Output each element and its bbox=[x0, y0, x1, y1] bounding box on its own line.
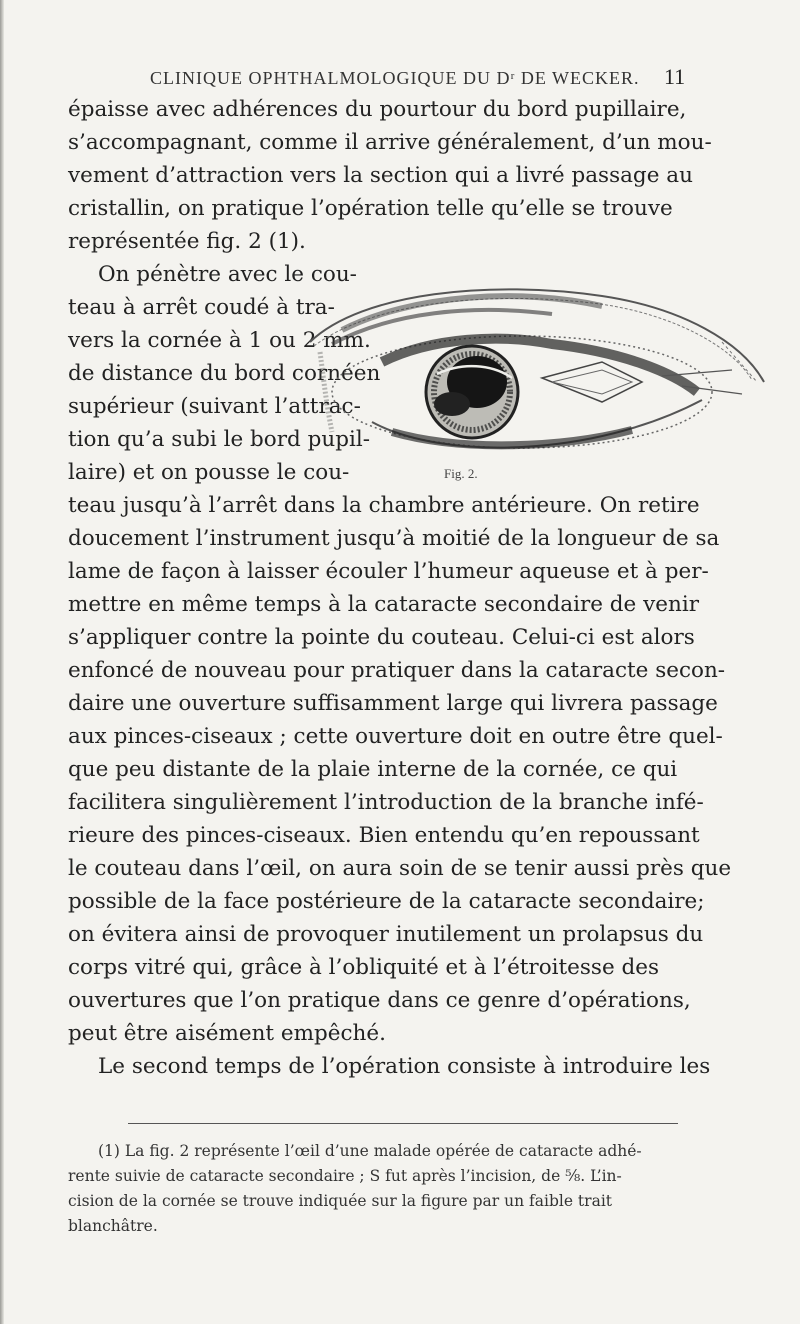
footnote-rule bbox=[128, 1123, 678, 1124]
body-line: cristallin, on pratique l’opération telle qu’elle se trouve bbox=[68, 196, 673, 221]
body-line: de distance du bord cornéen bbox=[68, 361, 381, 386]
body-line: possible de la face postérieure de la cataracte secondaire; bbox=[68, 889, 705, 914]
body-line: tion qu’a subi le bord pupil- bbox=[68, 427, 370, 452]
body-line: teau à arrêt coudé à tra- bbox=[68, 295, 335, 320]
body-line: lame de façon à laisser écouler l’humeur aqueuse et à per- bbox=[68, 559, 709, 584]
body-line: laire) et on pousse le cou- bbox=[68, 460, 350, 485]
body-line: vement d’attraction vers la section qui a livré passage au bbox=[68, 163, 693, 188]
body-line: doucement l’instrument jusqu’à moitié de la longueur de sa bbox=[68, 526, 720, 551]
footnote-line: rente suivie de cataracte secondaire ; S fut après l’incision, de ⅝. L’in- bbox=[68, 1167, 622, 1185]
body-line: ouvertures que l’on pratique dans ce genre d’opérations, bbox=[68, 988, 691, 1013]
page-binding-edge bbox=[0, 0, 4, 1324]
body-line: rieure des pinces-ciseaux. Bien entendu qu’en repoussant bbox=[68, 823, 700, 848]
body-line: mettre en même temps à la cataracte secondaire de venir bbox=[68, 592, 699, 617]
body-line: corps vitré qui, grâce à l’obliquité et à l’étroitesse des bbox=[68, 955, 660, 980]
page-number: 11 bbox=[664, 64, 686, 89]
body-line: aux pinces-ciseaux ; cette ouverture doit en outre être quel- bbox=[68, 724, 723, 749]
body-line: facilitera singulièrement l’introduction de la branche infé- bbox=[68, 790, 704, 815]
body-line: s’accompagnant, comme il arrive généralement, d’un mou- bbox=[68, 130, 712, 155]
figure-caption: Fig. 2. bbox=[444, 466, 478, 481]
body-line: que peu distante de la plaie interne de la cornée, ce qui bbox=[68, 757, 678, 782]
body-line: On pénètre avec le cou- bbox=[98, 262, 357, 287]
footnote-line: (1) La fig. 2 représente l’œil d’une malade opérée de cataracte adhé- bbox=[98, 1142, 642, 1160]
body-line: on évitera ainsi de provoquer inutilement un prolapsus du bbox=[68, 922, 704, 947]
body-line: s’appliquer contre la pointe du couteau. Celui-ci est alors bbox=[68, 625, 695, 650]
running-header: CLINIQUE OPHTHALMOLOGIQUE DU Dʳ DE WECKER. bbox=[150, 68, 640, 88]
eye-figure-illustration bbox=[302, 282, 772, 462]
body-line: enfoncé de nouveau pour pratiquer dans la cataracte secon- bbox=[68, 658, 726, 683]
body-line: le couteau dans l’œil, on aura soin de se tenir aussi près que bbox=[68, 856, 732, 881]
body-line: Le second temps de l’opération consiste à introduire les bbox=[98, 1054, 711, 1079]
body-line: teau jusqu’à l’arrêt dans la chambre antérieure. On retire bbox=[68, 493, 700, 518]
body-line: daire une ouverture suffisamment large qui livrera passage bbox=[68, 691, 718, 716]
footnote-line: cision de la cornée se trouve indiquée sur la figure par un faible trait bbox=[68, 1192, 612, 1210]
body-line: représentée fig. 2 (1). bbox=[68, 229, 306, 254]
body-line: peut être aisément empêché. bbox=[68, 1021, 386, 1046]
body-line: supérieur (suivant l’attrac- bbox=[68, 394, 361, 419]
body-line: vers la cornée à 1 ou 2 mm. bbox=[68, 328, 371, 353]
footnote-line: blanchâtre. bbox=[68, 1217, 158, 1235]
body-line: épaisse avec adhérences du pourtour du bord pupillaire, bbox=[68, 97, 687, 122]
